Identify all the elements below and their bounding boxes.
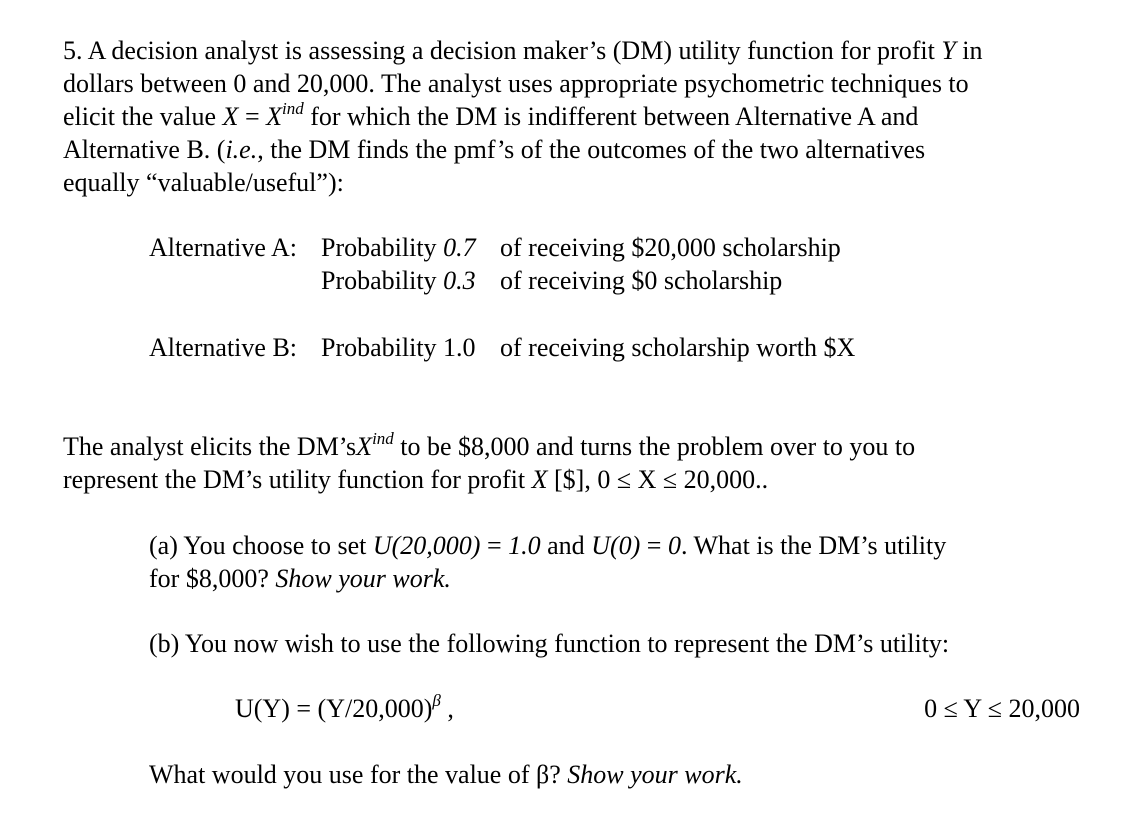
alternative-b-prob: Probability 1.0 <box>321 333 476 362</box>
intro-line-3: elicit the value $X = X^{ind}$ for which the DM is indifferent between Alternative A and <box>63 99 919 131</box>
alternative-a-row-1-outcome: of receiving $20,000 scholarship <box>500 233 841 262</box>
part-a-line-2: for $8,000? Show your work. <box>149 564 451 593</box>
part-b-formula: $U(Y) = (Y/20,000)^\beta$ , <box>235 691 454 723</box>
part-a-line-1: (a) You choose to set U(20,000) = 1.0 and U(0) = 0. What is the DM’s utility <box>149 531 947 560</box>
intro-line-2: dollars between 0 and 20,000. The analyst uses appropriate psychometric techniques to <box>63 69 969 98</box>
intro-line-1: 5. A decision analyst is assessing a decision maker’s (DM) utility function for profit Y in <box>63 36 983 65</box>
part-b-domain: 0 ≤ Y ≤ 20,000 <box>924 694 1080 723</box>
alternative-b-label: Alternative B: <box>149 333 298 362</box>
alternative-a-row-2: Probability 0.3 <box>321 266 476 295</box>
intro-line-4: Alternative B. (i.e., the DM finds the pmf’s of the outcomes of the two alternatives <box>63 135 926 164</box>
intro-line-5: equally “valuable/useful”): <box>63 168 344 197</box>
part-b-question: What would you use for the value of β? Show your work. <box>149 760 743 789</box>
elicit-line-1: The analyst elicits the $DM’sX^{ind}$ to be $8,000 and turns the problem over to you to <box>63 429 916 461</box>
alternative-a-label: Alternative A: <box>149 233 298 262</box>
alternative-b-outcome: of receiving scholarship worth $X <box>500 333 856 362</box>
alternative-a-row-1: Probability 0.7 <box>321 233 476 262</box>
alternative-a-row-2-outcome: of receiving $0 scholarship <box>500 266 783 295</box>
elicit-line-2: represent the DM’s utility function for profit X [$], 0 ≤ X ≤ 20,000.. <box>63 465 769 494</box>
part-b-intro: (b) You now wish to use the following function to represent the DM’s utility: <box>149 629 950 658</box>
